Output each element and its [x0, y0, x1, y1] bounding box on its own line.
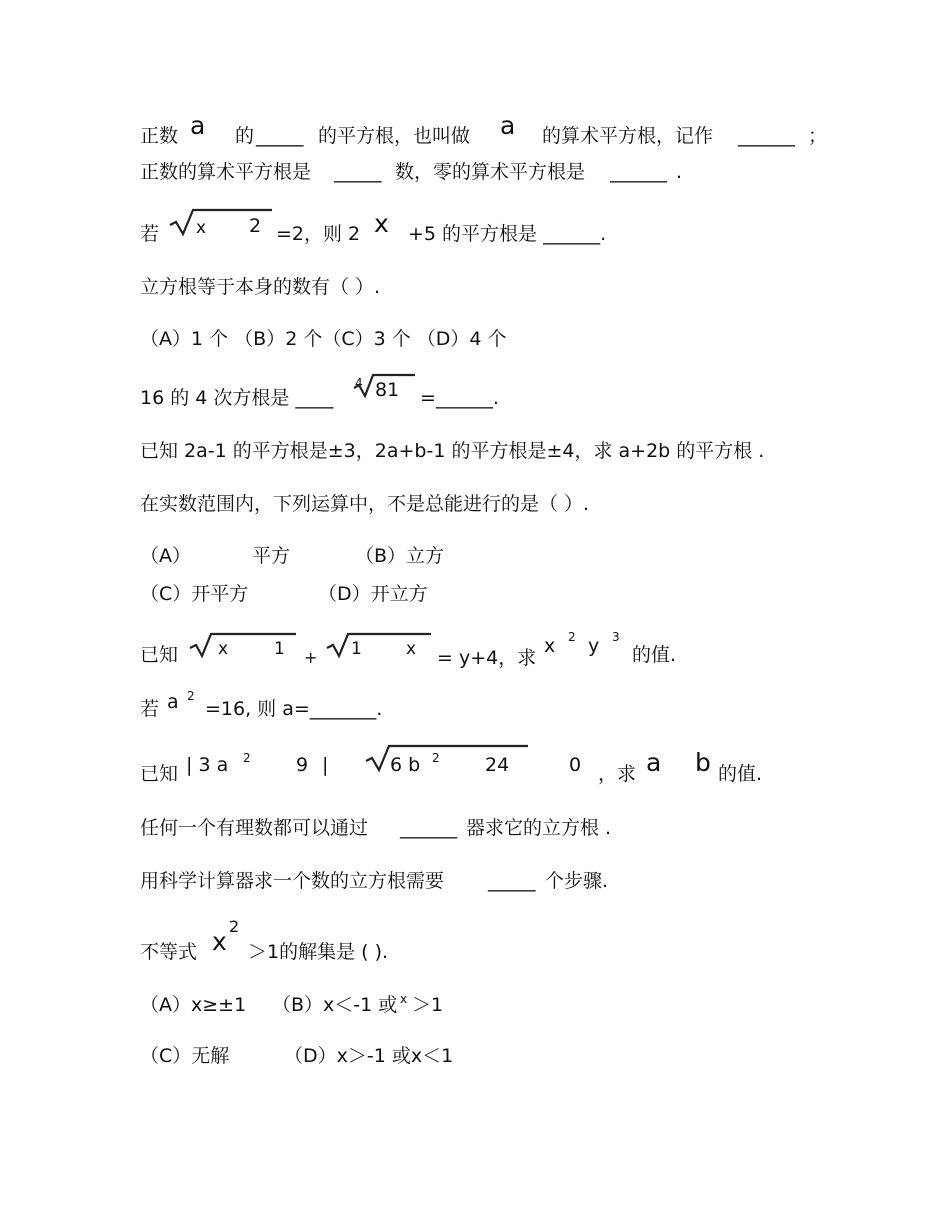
q9-prefix: 已知: [140, 763, 179, 785]
q2-var-x: x: [374, 209, 389, 238]
q12-prefix: 不等式: [140, 941, 198, 963]
q7-exp-3: 3: [612, 630, 620, 644]
q9-end: 的值.: [718, 763, 763, 785]
q7-radicand2-x: x: [406, 639, 417, 659]
q9-zero: 0: [569, 754, 582, 776]
q7-radicand1-x: x: [218, 639, 229, 659]
q12-rest: ＞1的解集是 ( ).: [248, 941, 389, 963]
q8-prefix: 若: [140, 698, 160, 720]
q9-var-a: a: [646, 748, 662, 777]
q1-blank-1: _____: [256, 125, 304, 147]
q7-radicand1-1: 1: [274, 639, 285, 659]
q4-prefix: 16 的 4 次方根是 ____: [140, 387, 334, 409]
q10-rest: 器求它的立方根 .: [466, 817, 612, 839]
q7-equals: = y+4，求: [437, 647, 537, 669]
q1-line2-mid: 数，零的算术平方根是: [395, 161, 586, 183]
q9-abs-close: |: [322, 754, 329, 776]
q12-var-x: x: [212, 927, 227, 956]
q3-stem: 立方根等于本身的数有（ ）.: [140, 276, 381, 298]
q1-prefix: 正数: [140, 125, 179, 147]
q10-blank: ______: [400, 817, 457, 839]
q9-abs-open: | 3 a: [186, 754, 229, 776]
q9-ask: ，求: [598, 763, 637, 785]
q3-options: （A）1 个 （B）2 个（C）3 个 （D）4 个: [140, 328, 507, 350]
q6-option-d: （D）开立方: [318, 583, 428, 605]
q1-var-a: a: [190, 111, 206, 140]
q12-option-a: （A）x≥±1: [140, 994, 247, 1016]
q12-exp: 2: [229, 917, 240, 936]
q2-prefix: 若: [140, 223, 160, 245]
q12-option-c: （C）无解: [140, 1045, 230, 1067]
q12-option-b-end: ＞1: [412, 994, 444, 1016]
radical-sign-icon: [325, 631, 433, 661]
q7-x: x: [544, 635, 556, 657]
q1-mid: 的平方根，也叫做: [318, 125, 471, 147]
q2-radicand-x: x: [196, 218, 207, 238]
q6-option-b: （B）立方: [355, 545, 445, 567]
q6-stem: 在实数范围内，下列运算中，不是总能进行的是（ ）.: [140, 493, 590, 515]
q1-end: ；: [808, 125, 828, 147]
q6-option-c: （C）开平方: [140, 583, 249, 605]
q1-mid-2: 的算术平方根，记作: [542, 125, 714, 147]
q9-radicand-6b: 6 b: [390, 754, 421, 776]
q8-exp: 2: [187, 689, 195, 703]
q11-rest: 个步骤.: [545, 870, 609, 892]
q1-of: 的: [235, 125, 255, 147]
q9-exp-a: 2: [243, 751, 251, 765]
q1-line2-blank-2: ______: [610, 161, 667, 183]
q2-rest: +5 的平方根是 ______.: [408, 223, 607, 245]
q11-blank: _____: [488, 870, 536, 892]
q1-line2-text: 正数的算术平方根是: [140, 161, 312, 183]
q2-radicand-2: 2: [249, 215, 262, 237]
q4-root-index: 4: [355, 376, 363, 390]
q9-radicand-24: 24: [485, 754, 510, 776]
q10-text: 任何一个有理数都可以通过: [140, 817, 369, 839]
q4-radicand: 81: [375, 379, 400, 401]
q1-line2-blank-1: _____: [334, 161, 382, 183]
q7-prefix: 已知: [140, 644, 179, 666]
q6-option-a-label: （A）: [140, 545, 191, 567]
q12-option-b: （B）x＜-1 或: [272, 994, 398, 1016]
q9-nine: 9: [296, 754, 309, 776]
q7-radicand2-1: 1: [351, 639, 362, 659]
q11-text: 用科学计算器求一个数的立方根需要: [140, 870, 445, 892]
q7-y: y: [588, 635, 600, 657]
q8-rest: =16, 则 a=_______.: [205, 698, 383, 720]
q6-option-a-text: 平方: [252, 545, 291, 567]
q7-end: 的值.: [632, 644, 677, 666]
q12-option-d: （D）x＞-1 或x＜1: [284, 1045, 454, 1067]
q9-var-b: b: [695, 748, 711, 777]
q9-exp-b: 2: [432, 751, 440, 765]
q7-plus: +: [304, 648, 318, 667]
q2-equals: =2，则 2: [276, 223, 361, 245]
q12-option-b-x: x: [400, 992, 408, 1006]
q1-blank-2: ______: [738, 125, 795, 147]
q4-rest: =______.: [420, 387, 499, 409]
q8-a: a: [167, 691, 179, 713]
q7-exp-2: 2: [568, 630, 576, 644]
q5-text: 已知 2a-1 的平方根是±3，2a+b-1 的平方根是±4，求 a+2b 的平方根 .: [140, 440, 765, 462]
q1-var-a-2: a: [500, 111, 516, 140]
q1-line2-end: .: [676, 161, 683, 183]
